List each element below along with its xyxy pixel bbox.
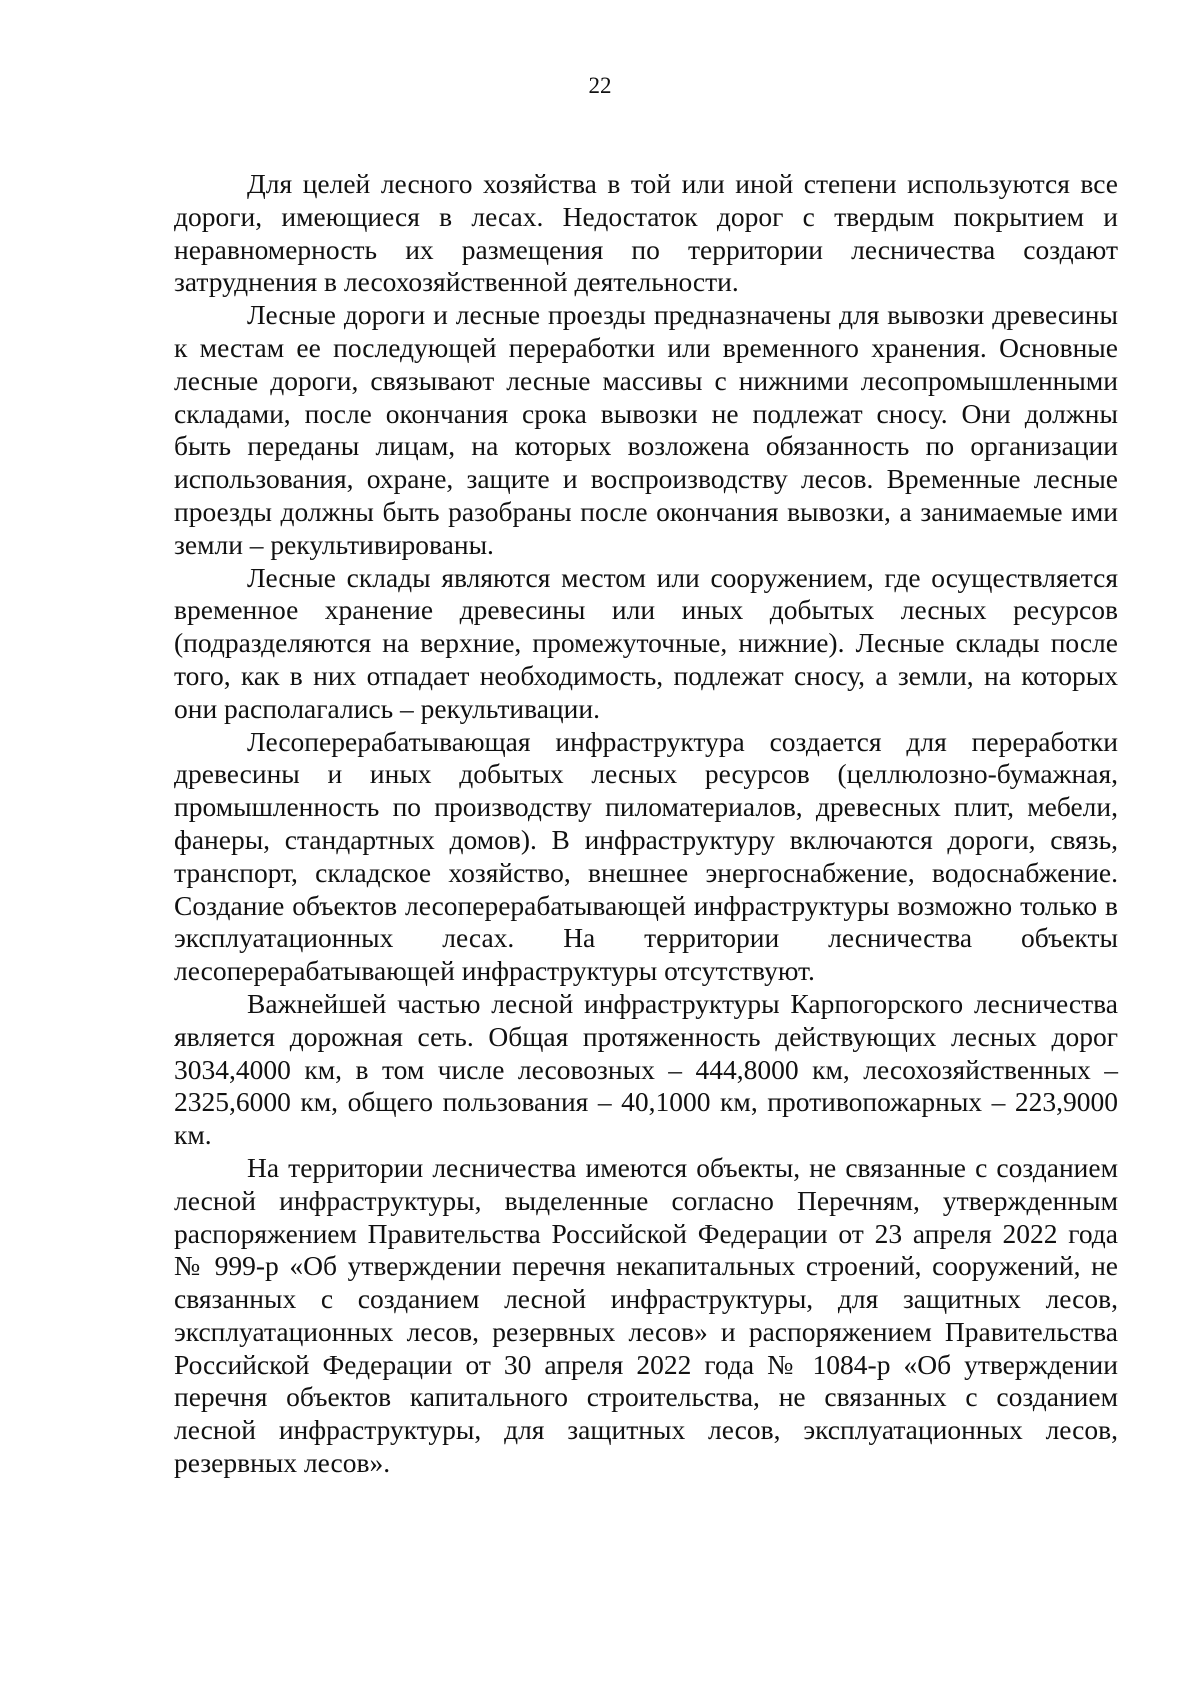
document-body (174, 168, 1118, 1480)
paragraph-processing-infrastructure: Лесоперерабатывающая инфраструктура создается для переработки древесины и иных добытых лесных ресурсов (целлюлозно-бумажная, промышленность по производству пиломатериалов, древесных плит, мебели, фанеры, стандартных домов). В инфраструктуру включаются дороги, связь, транспорт, складское хозяйство, внешнее энергоснабжение, водоснабжение. Создание объектов лесоперерабатывающей инфраструктуры возможно только в эксплуатационных лесах. На территории лесничества объекты лесоперерабатывающей инфраструктуры отсутствуют. (174, 725, 1118, 987)
paragraph-forest-roads-purpose: Лесные дороги и лесные проезды предназначены для вывозки древесины к местам ее последующей переработки или временного хранения. Основные лесные дороги, связывают лесные массивы с нижними лесопромышленными складами, после окончания срока вывозки не подлежат сносу. Они должны быть переданы лицам, на которых возложена обязанность по организации использования, охране, защите и воспроизводству лесов. Временные лесные проезды должны быть разобраны после окончания вывозки, а занимаемые ими земли – рекультивированы. (174, 299, 1118, 560)
paragraph-unrelated-objects: На территории лесничества имеются объекты, не связанные с созданием лесной инфраструктуры, выделенные согласно Перечням, утвержденным распоряжением Правительства Российской Федерации от 23 апреля 2022 года № 999-р «Об утверждении перечня некапитальных строений, сооружений, не связанных с созданием лесной инфраструктуры, для защитных лесов, эксплуатационных лесов, резервных лесов» и распоряжением Правительства Российской Федерации от 30 апреля 2022 года № 1084-р «Об утверждении перечня объектов капитального строительства, не связанных с созданием лесной инфраструктуры, для защитных лесов, эксплуатационных лесов, резервных лесов». (174, 1151, 1118, 1479)
paragraph-road-network: Важнейшей частью лесной инфраструктуры Карпогорского лесничества является дорожная сеть. Общая протяженность действующих лесных дорог 3034,4000 км, в том числе лесовозных – 444,8000 км, лесохозяйственных – 2325,6000 км, общего пользования – 40,1000 км, противопожарных – 223,9000 км. (174, 987, 1118, 1151)
paragraph-forest-roads-usage: Для целей лесного хозяйства в той или иной степени используются все дороги, имеющиеся в лесах. Недостаток дорог с твердым покрытием и неравномерность их размещения по территории лесничества создают затруднения в лесохозяйственной деятельности. (174, 168, 1118, 298)
page-number: 22 (588, 73, 612, 98)
paragraph-forest-warehouses: Лесные склады являются местом или сооружением, где осуществляется временное хранение древесины или иных добытых лесных ресурсов (подразделяются на верхние, промежуточные, нижние). Лесные склады после того, как в них отпадает необходимость, подлежат сносу, а земли, на которых они располагались – рекультивации. (174, 561, 1118, 724)
